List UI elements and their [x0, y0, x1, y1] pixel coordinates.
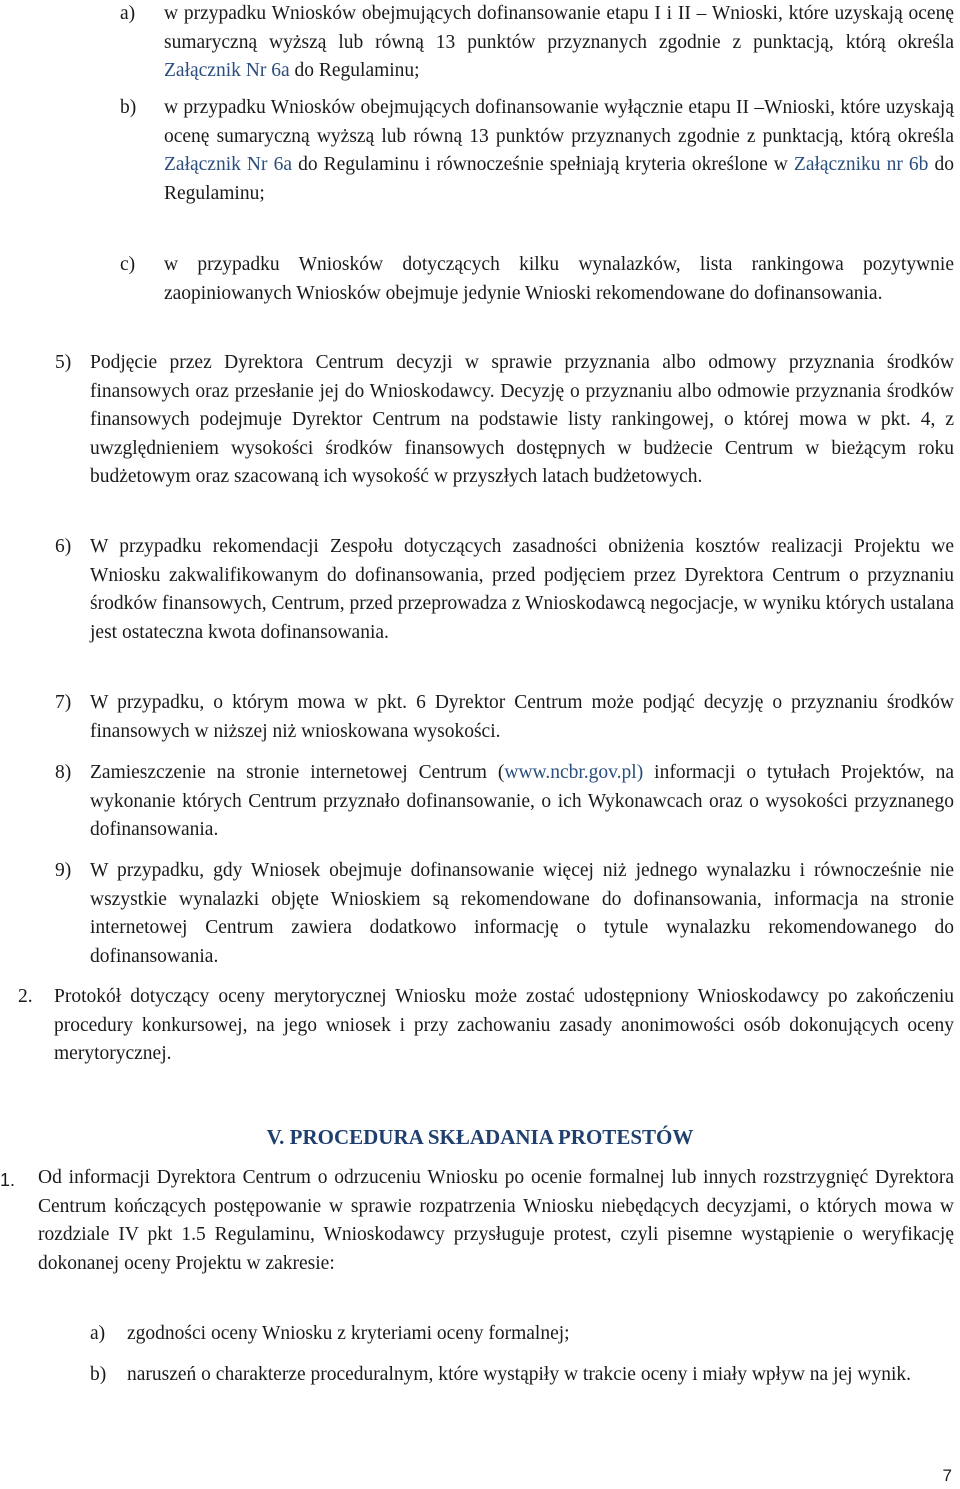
- item-6-text: W przypadku rekomendacji Zespołu dotyczących zasadności obniżenia kosztów realizacji Projektu we Wniosku zakwalifikowanym do dofinansowania, przed podjęciem przez Dyrektora Centrum o przyznaniu środków finansowych, Centrum, przed przeprowadza z Wnioskodawcą negocjacje, w wyniku których ustalana jest ostateczna kwota dofinansowania.: [90, 536, 954, 643]
- sub-c-label: c): [120, 254, 136, 275]
- item-9-label: 9): [55, 860, 72, 881]
- item-7-label: 7): [55, 692, 72, 713]
- point-2-label: 2.: [18, 986, 33, 1007]
- sub-c-text: w przypadku Wniosków dotyczących kilku wynalazków, lista rankingowa pozytywnie zaopiniowanych Wniosków obejmuje jedynie Wnioski rekomendowane do dofinansowania.: [164, 254, 954, 304]
- item-8-label: 8): [55, 762, 72, 783]
- v-sub-b-label: b): [90, 1364, 107, 1385]
- item-7-text: W przypadku, o którym mowa w pkt. 6 Dyrektor Centrum może podjąć decyzję o przyznaniu środków finansowych w niższej niż wnioskowana wysokości.: [90, 692, 954, 742]
- point-2-text: Protokół dotyczący oceny merytorycznej Wniosku może zostać udostępniony Wnioskodawcy po zakończeniu procedury konkursowej, na jego wniosek i przy zachowaniu zasady anonimowości osób dokonujących oceny merytorycznej.: [54, 986, 954, 1064]
- annex-6b-link[interactable]: Załączniku nr 6b: [793, 154, 929, 175]
- item-9-text: W przypadku, gdy Wniosek obejmuje dofinansowanie więcej niż jednego wynalazku i równocześnie nie wszystkie wynalazki objęte Wnioskiem są rekomendowane do dofinansowania, informacja na stronie internetowej Centrum zawiera dodatkowo informację o tytule wynalazku rekomendowanego do dofinansowania.: [90, 860, 954, 967]
- sub-b-text: w przypadku Wniosków obejmujących dofinansowanie wyłącznie etapu II –Wnioski, które uzyskają ocenę sumaryczną wyższą lub równą 13 punktów przyznanych zgodnie z punktacją, którą określa Załącznik Nr 6a do Regulaminu i równocześnie spełniają kryteria określone w Załączniku nr 6b do Regulaminu;: [164, 97, 954, 204]
- annex-6a-link[interactable]: Załącznik Nr 6a: [164, 60, 290, 81]
- sub-a-label: a): [120, 3, 136, 24]
- v-sub-a-label: a): [90, 1323, 106, 1344]
- item-5-text: Podjęcie przez Dyrektora Centrum decyzji w sprawie przyznania albo odmowy przyznania środków finansowych oraz przesłanie jej do Wnioskodawcy. Decyzję o przyznaniu albo odmowie przyznania środków finansowych podejmuje Dyrektor Centrum na podstawie listy rankingowej, o której mowa w pkt. 4, z uwzględnieniem wysokości środków finansowych dostępnych w budżecie Centrum w bieżącym roku budżetowym oraz szacowaną ich wysokość w przyszłych latach budżetowych.: [90, 352, 954, 487]
- item-8-text: Zamieszczenie na stronie internetowej Centrum (www.ncbr.gov.pl) informacji o tytułach Projektów, na wykonanie których Centrum przyznało dofinansowanie, o ich Wykonawcach oraz o wysokości przyznanego dofinansowania.: [90, 762, 954, 840]
- sub-a-text: w przypadku Wniosków obejmujących dofinansowanie etapu I i II – Wnioski, które uzyskają ocenę sumaryczną wyższą lub równą 13 punktów przyznanych zgodnie z punktacją, którą określa Załącznik Nr 6a do Regulaminu;: [164, 3, 954, 81]
- v-point-1-text: Od informacji Dyrektora Centrum o odrzuceniu Wniosku po ocenie formalnej lub innych rozstrzygnięć Dyrektora Centrum kończących postępowanie w sprawie rozpatrzenia Wniosku niebędących decyzjami, o których mowa w rozdziale IV pkt 1.5 Regulaminu, Wnioskodawcy przysługuje protest, czyli pisemne wystąpienie o weryfikację dokonanej oceny Projektu w zakresie:: [38, 1167, 954, 1274]
- v-point-1-label: 1.: [0, 1170, 16, 1190]
- v-sub-a-text: zgodności oceny Wniosku z kryteriami oceny formalnej;: [127, 1323, 570, 1344]
- v-sub-b-text: naruszeń o charakterze proceduralnym, które wystąpiły w trakcie oceny i miały wpływ na jej wynik.: [127, 1364, 912, 1385]
- item-6-label: 6): [55, 536, 72, 557]
- ncbr-website-link[interactable]: www.ncbr.gov.pl): [504, 762, 644, 783]
- item-5-label: 5): [55, 352, 72, 373]
- section-heading: V. PROCEDURA SKŁADANIA PROTESTÓW: [266, 1125, 694, 1149]
- page-number: 7: [942, 1466, 952, 1485]
- annex-6a-link[interactable]: Załącznik Nr 6a: [164, 154, 292, 175]
- sub-b-label: b): [120, 97, 137, 118]
